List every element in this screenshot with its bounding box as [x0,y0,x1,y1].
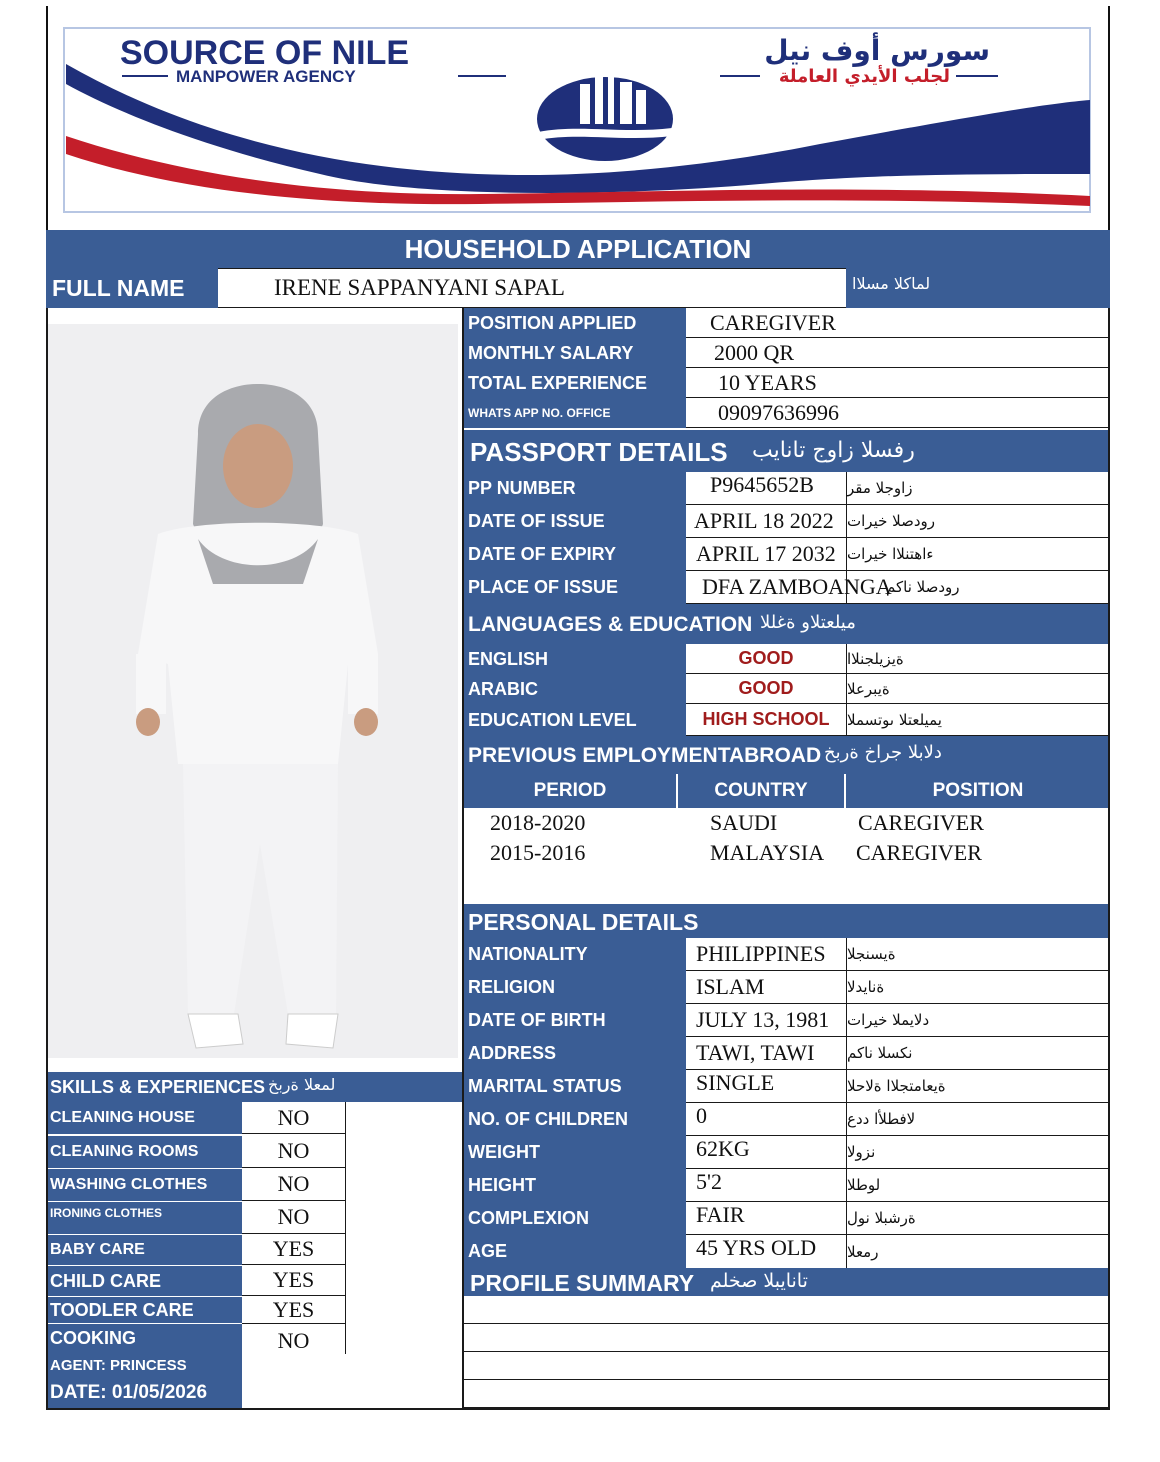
full-name-ar-cell [846,268,1110,308]
passport-ar-expiry: ءاهتنلاا خيرات [846,538,1110,571]
personal-ar-weight: نزولا [846,1136,1110,1169]
form-border-left [46,308,48,1410]
personal-header [464,904,1110,938]
personal-ar-height: لوطلا [846,1169,1110,1202]
profile-line [464,1352,1110,1380]
form-border-bottom [46,1408,1110,1410]
skill-value-child-care: YES [242,1265,346,1296]
passport-title-ar: رفسلا زاوج تانايب [752,438,915,463]
applicant-photo [48,324,458,1058]
personal-value-children: 0 [686,1103,846,1136]
logo-sub-en: MANPOWER AGENCY [176,67,356,86]
personal-title: PERSONAL DETAILS [468,909,699,935]
passport-value-expiry: APRIL 17 2032 [686,538,846,571]
personal-ar-age: رمعلا [846,1235,1110,1268]
personal-label-age: AGE [464,1235,686,1268]
languages-header [464,604,1110,644]
employment-country: MALAYSIA [710,840,825,865]
personal-label-children: NO. OF CHILDREN [464,1103,686,1136]
passport-place-divider [846,571,847,604]
personal-label-complexion: COMPLEXION [464,1202,686,1235]
skills-title-ar: لمعلا ةربخ [268,1075,336,1094]
skill-value-ironing-clothes: NO [242,1201,346,1234]
profile-title: PROFILE SUMMARY [470,1270,695,1296]
personal-label-dob: DATE OF BIRTH [464,1004,686,1037]
personal-label-height: HEIGHT [464,1169,686,1202]
logo-graphic [60,24,1094,216]
personal-label-religion: RELIGION [464,971,686,1004]
personal-value-complexion: FAIR [686,1202,846,1235]
skill-label-baby-care: BABY CARE [46,1235,242,1265]
profile-summary-lines [464,1296,1110,1408]
full-name-value-cell [218,268,846,308]
lang-ar-education: يميلعتلا ىوتسملا [846,704,1110,736]
skill-label-cooking: COOKING [46,1324,242,1352]
passport-label-issue: DATE OF ISSUE [464,505,686,538]
passport-rows [464,472,1110,604]
personal-value-nationality: PHILIPPINES [686,938,846,971]
passport-label-number: PP NUMBER [464,472,686,505]
lang-label-arabic: ARABIC [464,674,686,704]
employment-header-position: POSITION [932,780,1024,801]
lang-label-english: ENGLISH [464,644,686,674]
passport-header [464,430,1110,472]
employment-header [464,736,1110,774]
skill-label-toodler-care: TOODLER CARE [46,1297,242,1323]
lang-ar-arabic: ةيبرعلا [846,674,1110,704]
personal-ar-nationality: ةيسنجلا [846,938,1110,971]
personal-ar-complexion: ةرشبلا نول [846,1202,1110,1235]
personal-label-weight: WEIGHT [464,1136,686,1169]
skill-value-washing-clothes: NO [242,1168,346,1201]
personal-value-marital: SINGLE [686,1070,846,1103]
passport-value-number: P9645652B [686,472,846,505]
applicant-figure [48,324,458,1058]
logo-name-ar: سورس أوف نيل [764,34,990,67]
skill-value-toodler-care: YES [242,1296,346,1324]
personal-value-dob: JULY 13, 1981 [686,1004,846,1037]
personal-value-weight: 62KG [686,1136,846,1169]
passport-ar-issue: رودصلا خيرات [846,505,1110,538]
date-cell [46,1378,242,1408]
personal-value-age: 45 YRS OLD [696,1235,817,1260]
lang-value-english: GOOD [686,644,846,674]
skill-label-washing-clothes: WASHING CLOTHES [46,1169,242,1201]
employment-col-period [464,774,678,808]
languages-title-ar: ميلعتلاو ةغللا [760,612,856,633]
passport-value-place: DFA ZAMBOANGA [686,571,886,604]
languages-rows [464,644,1110,736]
personal-ar-dob: دلايملا خيرات [846,1004,1110,1037]
skills-rows [46,1102,462,1354]
skill-label-cleaning-rooms: CLEANING ROOMS [46,1136,242,1168]
employment-row [464,808,1110,838]
profile-header [464,1268,1110,1296]
logo-name-en: SOURCE OF NILE [120,34,410,72]
profile-line [464,1296,1110,1324]
employment-col-position [846,774,1110,808]
profile-title-ar: تانايبلا صخلم [710,1270,808,1292]
employment-period: 2015-2016 [490,840,586,865]
job-section [464,308,1110,428]
agency-logo [60,24,1094,216]
date-label: DATE: 01/05/2026 [50,1382,208,1403]
passport-label-expiry: DATE OF EXPIRY [464,538,686,571]
skill-value-cooking: NO [242,1324,346,1354]
skills-header [46,1072,462,1102]
employment-title: PREVIOUS EMPLOYMENTABROAD [468,744,822,767]
skill-value-baby-care: YES [242,1234,346,1265]
profile-line [464,1324,1110,1352]
passport-value-issue: APRIL 18 2022 [686,505,846,538]
personal-ar-religion: ةنايدلا [846,971,1110,1004]
profile-line [464,1380,1110,1408]
lang-value-arabic: GOOD [686,674,846,704]
full-name-value: IRENE SAPPANYANI SAPAL [274,275,565,300]
form-border-right [1108,308,1110,1410]
personal-label-nationality: NATIONALITY [464,938,686,971]
form-title: HOUSEHOLD APPLICATION [404,233,752,264]
personal-value-address: TAWI, TAWI [686,1037,846,1070]
job-value-whatsapp: 09097636996 [686,398,1110,428]
lang-value-education: HIGH SCHOOL [686,704,846,736]
job-value-salary: 2000 QR [686,338,1110,368]
personal-ar-address: نكسلا ناكم [846,1037,1110,1070]
job-label-salary: MONTHLY SALARY [464,338,686,368]
employment-col-country [678,774,846,808]
personal-rows [464,938,1110,1268]
employment-header-country: COUNTRY [714,780,808,801]
logo-sub-ar: لجلب الأيدي العاملة [778,66,950,87]
page-border-left [46,6,48,231]
job-value-position: CAREGIVER [686,308,1110,338]
job-label-position: POSITION APPLIED [464,308,686,338]
job-label-whatsapp: WHATS APP NO. OFFICE [464,398,686,428]
passport-label-place: PLACE OF ISSUE [464,571,686,604]
personal-label-address: ADDRESS [464,1037,686,1070]
skills-title: SKILLS & EXPERIENCES [50,1077,266,1097]
lang-ar-english: ةيزيلجنلاا [846,644,1110,674]
skill-value-cleaning-rooms: NO [242,1134,346,1168]
job-label-experience: TOTAL EXPERIENCE [464,368,686,398]
employment-country: SAUDI [710,810,778,835]
full-name-label: FULL NAME [52,274,185,301]
personal-value-height: 5'2 [686,1169,846,1202]
form-title-bar [46,230,1110,268]
lang-label-education: EDUCATION LEVEL [464,704,686,736]
job-value-experience: 10 YEARS [686,368,1110,398]
full-name-label-ar: لماكلا مسلاا [852,274,931,293]
employment-row [464,838,1110,868]
employment-header-period: PERIOD [533,780,607,801]
languages-title: LANGUAGES & EDUCATION [468,613,753,636]
passport-ar-number: زاوجلا مقر [846,472,1110,505]
passport-ar-place: رودصلا ناكم [886,571,1110,604]
personal-ar-marital: ةيعامتجلاا ةلاحلا [846,1070,1110,1103]
personal-value-religion: ISLAM [686,971,846,1004]
skill-label-cleaning-house: CLEANING HOUSE [46,1102,242,1134]
employment-period: 2018-2020 [490,810,586,835]
personal-label-marital: MARITAL STATUS [464,1070,686,1103]
agent-cell [46,1352,242,1378]
passport-title: PASSPORT DETAILS [470,437,728,467]
employment-position: CAREGIVER [856,840,982,865]
skill-label-ironing-clothes: IRONING CLOTHES [46,1202,242,1234]
skill-value-cleaning-house: NO [242,1102,346,1134]
agent-label: AGENT: PRINCESS [50,1356,187,1374]
skill-label-child-care: CHILD CARE [46,1266,242,1296]
personal-ar-children: لافطلأا ددع [846,1103,1110,1136]
employment-title-ar: دلابلا جراخ ةربخ [824,742,942,763]
full-name-label-cell [46,268,218,308]
employment-position: CAREGIVER [858,810,984,835]
page-border-right [1108,6,1110,231]
